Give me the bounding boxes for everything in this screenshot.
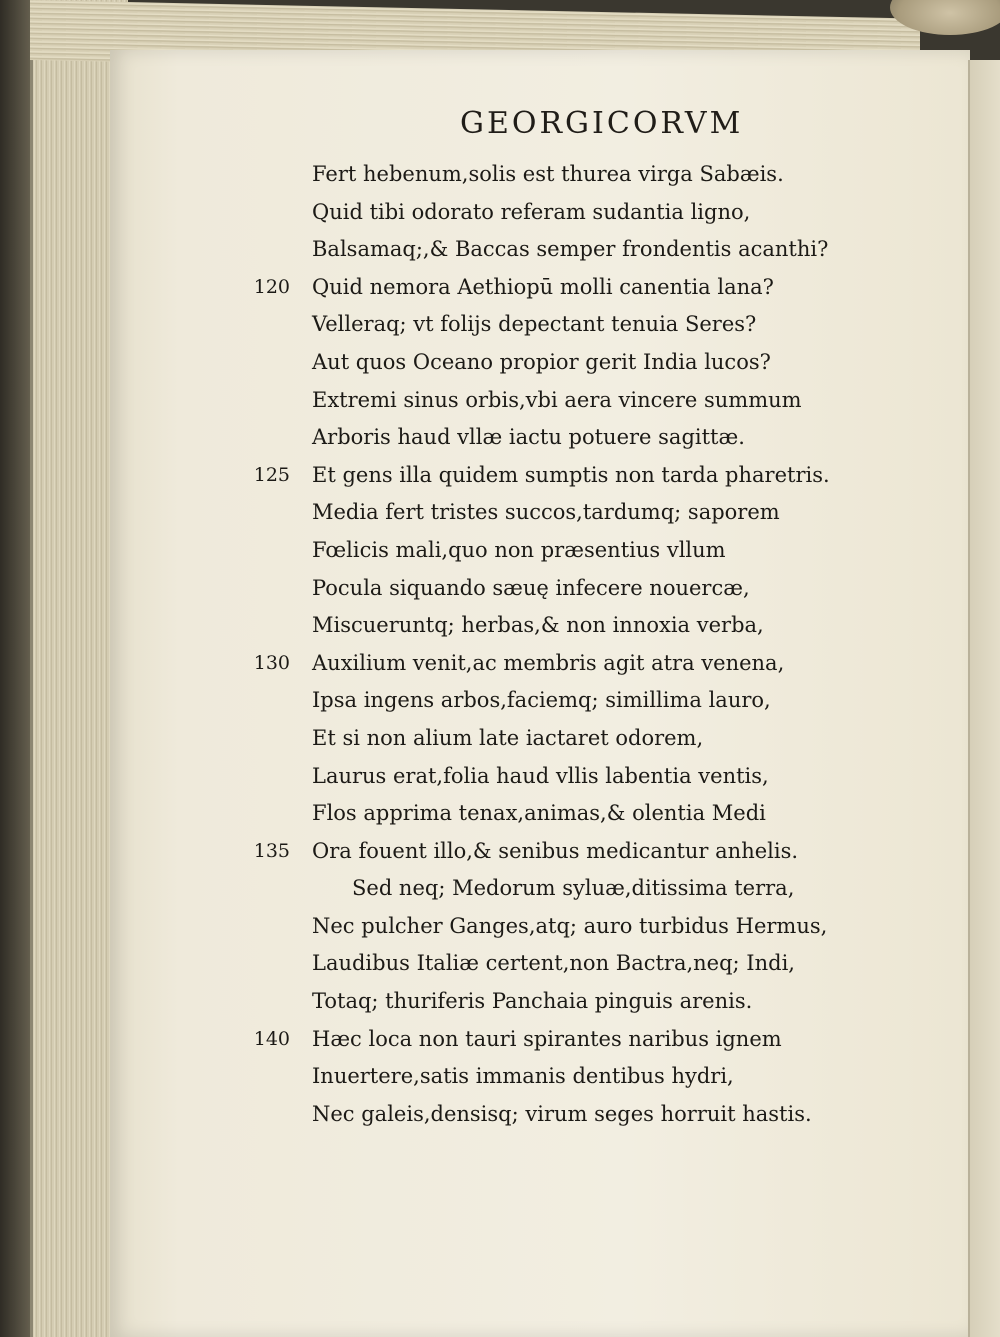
verse-line [312, 870, 932, 908]
verse-text: Laudibus Italiæ certent,non Bactra,neq; Indi, [312, 951, 795, 976]
verse-text: Flos apprima tenax,animas,& olentia Medi [312, 801, 766, 826]
verse-line [312, 570, 932, 608]
line-number: 125 [253, 463, 290, 486]
verse-line [312, 682, 932, 720]
line-number: 120 [253, 275, 290, 298]
background-shadow [0, 0, 34, 1337]
verse-text: Et gens illa quidem sumptis non tarda pharetris. [312, 462, 830, 487]
verse-text: Et si non alium late iactaret odorem, [312, 725, 704, 750]
verse-line [253, 457, 932, 495]
verse-line [253, 645, 932, 683]
verse-line [253, 269, 932, 307]
verse-line [312, 494, 932, 532]
verse-text: Quid tibi odorato referam sudantia ligno, [312, 199, 751, 224]
verse-text: Media fert tristes succos,tardumq; saporem [312, 500, 780, 525]
verse-line [312, 382, 932, 420]
verse-line [312, 194, 932, 232]
verse-line [312, 156, 932, 194]
running-head: GEORGICORVM [460, 106, 744, 141]
verse-text: Pocula siquando sæuę infecere nouercæ, [312, 575, 750, 600]
verse-line [312, 231, 932, 269]
verse-line [312, 945, 932, 983]
verse-text: Hæc loca non tauri spirantes naribus ignem [312, 1026, 782, 1051]
verse-line [253, 833, 932, 871]
verse-line [312, 1096, 932, 1134]
verse-text: Inuertere,satis immanis dentibus hydri, [312, 1064, 734, 1089]
verse-text: Fert hebenum,solis est thurea virga Sabæis. [312, 162, 784, 186]
verse-line [312, 532, 932, 570]
line-number: 140 [253, 1027, 290, 1050]
verse-text: Ora fouent illo,& senibus medicantur anhelis. [312, 838, 799, 863]
verse-text: Auxilium venit,ac membris agit atra venena, [312, 650, 785, 675]
verse-text: Extremi sinus orbis,vbi aera vincere summum [312, 387, 802, 412]
verse-text: Arboris haud vllæ iactu potuere sagittæ. [312, 425, 745, 450]
verse-line [312, 419, 932, 457]
verse-text: Sed neq; Medorum syluæ,ditissima terra, [352, 876, 795, 901]
verse-text: Miscueruntq; herbas,& non innoxia verba, [312, 613, 764, 638]
verse-line [312, 983, 932, 1021]
verse-text: Totaq; thuriferis Panchaia pinguis arenis. [312, 989, 753, 1014]
verse-text: Laurus erat,folia haud vllis labentia ventis, [312, 763, 769, 788]
line-number: 130 [253, 651, 290, 674]
verse-text: Ipsa ingens arbos,faciemq; simillima lauro, [312, 688, 771, 713]
facing-page-edge [968, 60, 1000, 1337]
verse-line [312, 306, 932, 344]
verse-block [253, 156, 932, 1133]
verse-text: Aut quos Oceano propior gerit India lucos? [312, 349, 771, 374]
verse-line [312, 908, 932, 946]
verse-line [253, 1021, 932, 1059]
verse-text: Fœlicis mali,quo non præsentius vllum [312, 537, 726, 562]
verse-line [312, 607, 932, 645]
verse-text: Balsamaq;,& Baccas semper frondentis acanthi? [312, 237, 829, 262]
verse-text: Velleraq; vt folijs depectant tenuia Seres? [312, 312, 757, 337]
verse-text: Nec pulcher Ganges,atq; auro turbidus Hermus, [312, 913, 828, 938]
verse-line [312, 720, 932, 758]
verse-text: Nec galeis,densisq; virum seges horruit hastis. [312, 1101, 812, 1126]
verse-text: Quid nemora Aethiopū molli canentia lana? [312, 274, 774, 299]
verse-line [312, 795, 932, 833]
line-number: 135 [253, 839, 290, 862]
verse-line [312, 1058, 932, 1096]
verse-line [312, 344, 932, 382]
verse-line [312, 758, 932, 796]
